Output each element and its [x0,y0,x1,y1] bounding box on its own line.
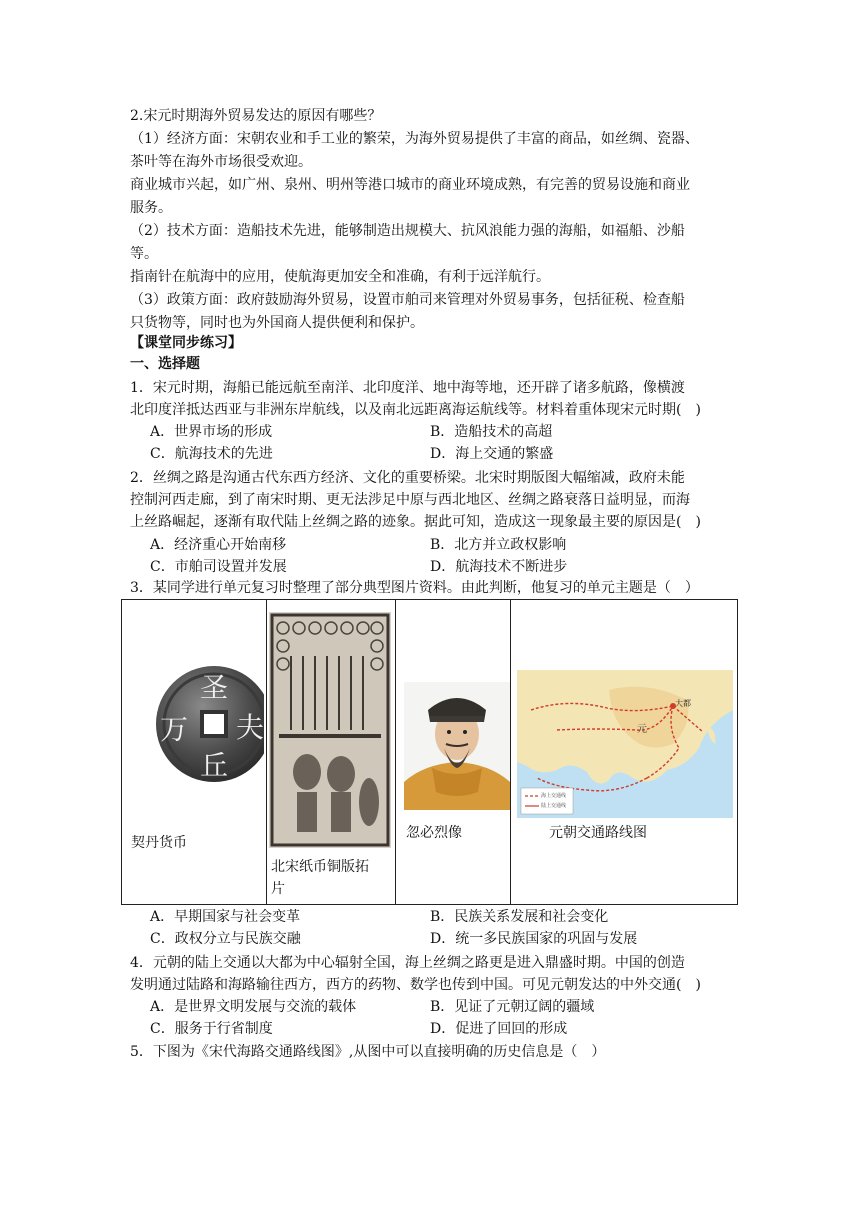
kublai-caption: 忽必烈像 [406,825,462,841]
section-title: 【课堂同步练习】 [130,335,242,351]
q1-option-b: B．造船技术的高超 [430,424,553,440]
coin-cell [122,600,267,905]
q3-option-d: D．统一多民族国家的巩固与发展 [430,931,638,947]
econ-line-4: 服务。 [130,200,172,216]
khitan-coin-image [146,662,264,782]
paper-note-cell [267,600,396,905]
q2-option-c: C．市舶司设置并发展 [150,559,287,575]
q1-line-2: 北印度洋抵达西亚与非洲东岸航线，以及南北远距离海运航线等。材料着重体现宋元时期( ) [130,402,701,418]
section-subtitle: 一、选择题 [130,356,200,372]
kublai-portrait-image [404,682,510,810]
paper-note-rubbing-image [269,612,391,848]
coin-caption: 契丹货币 [131,835,187,851]
econ-line-1: （1）经济方面：宋朝农业和手工业的繁荣，为海外贸易提供了丰富的商品，如丝绸、瓷器、 [130,131,699,147]
q2-line-2: 控制河西走廊，到了南宋时期、更无法涉足中原与西北地区、丝绸之路衰落日益明显，而海 [130,492,690,508]
q4-line-1: 4．元朝的陆上交通以大都为中心辐射全国，海上丝绸之路更是进入鼎盛时期。中国的创造 [130,955,685,971]
q4-option-a: A．是世界文明发展与交流的载体 [150,999,357,1015]
q4-line-2: 发明通过陆路和海路输往西方，西方的药物、数学也传到中国。可见元朝发达的中外交通( ) [130,977,701,993]
q3-option-a: A．早期国家与社会变革 [150,909,301,925]
q3-option-c: C．政权分立与民族交融 [150,931,301,947]
q4-option-d: D．促进了回回的形成 [430,1021,568,1037]
map-legend-land: 陆上交通线 [541,803,567,809]
tech-line-1: （2）技术方面：造船技术先进，能够制造出规模大、抗风浪能力强的海船，如福船、沙船 [130,223,685,239]
q4-option-b: B．见证了元朝辽阔的疆域 [430,999,595,1015]
q2-option-b: B．北方并立政权影响 [430,537,567,553]
review-question: 2.宋元时期海外贸易发达的原因有哪些？ [130,108,382,124]
image-table [121,599,738,905]
q3-option-b: B．民族关系发展和社会变化 [430,909,609,925]
q1-option-d: D．海上交通的繁盛 [430,446,554,462]
tech-line-3: 指南针在航海中的应用，使航海更加安全和准确，有利于远洋航行。 [130,269,550,285]
coin-char-left: 万 [160,713,189,746]
map-label-yuan: 元 [637,724,647,735]
map-legend-sea: 海上交通线 [541,793,567,799]
policy-line-1: （3）政策方面：政府鼓励海外贸易，设置市舶司来管理对外贸易事务，包括征税、检查船 [130,292,685,308]
q1-option-a: A．世界市场的形成 [150,424,273,440]
map-caption: 元朝交通路线图 [549,825,647,841]
econ-line-2: 茶叶等在海外市场很受欢迎。 [130,154,312,170]
q1-option-c: C．航海技术的先进 [150,446,273,462]
q3-line-1: 3．某同学进行单元复习时整理了部分典型图片资料。由此判断，他复习的单元主题是（ ） [130,580,699,596]
map-label-dadu: 大都 [675,699,691,708]
econ-line-3: 商业城市兴起，如广州、泉州、明州等港口城市的商业环境成熟，有完善的贸易设施和商业 [130,177,690,193]
q2-option-a: A．经济重心开始南移 [150,537,287,553]
q4-option-c: C．服务于行省制度 [150,1021,273,1037]
q5-line-1: 5．下图为《宋代海路交通路线图》,从图中可以直接明确的历史信息是（ ） [130,1044,606,1060]
yuan-routes-map-image [517,670,733,818]
q2-line-3: 上丝路崛起，逐渐有取代陆上丝绸之路的迹象。据此可知，造成这一现象最主要的原因是( ) [130,514,701,530]
coin-char-right: 夫 [236,711,264,744]
q2-option-d: D．航海技术不断进步 [430,559,568,575]
coin-char-top: 圣 [200,671,229,704]
coin-char-bottom: 丘 [200,749,229,782]
kublai-cell [396,600,511,905]
policy-line-2: 只货物等，同时也为外国商人提供便利和保护。 [130,315,424,331]
tech-line-2: 等。 [130,246,158,262]
q2-line-1: 2．丝绸之路是沟通古代东西方经济、文化的重要桥梁。北宋时期版图大幅缩减，政府未能 [130,470,685,486]
map-cell [511,600,738,905]
q1-line-1: 1．宋元时期，海船已能远航至南洋、北印度洋、地中海等地，还开辟了诸多航路，像横渡 [130,380,685,396]
paper-note-caption-line-2: 片 [271,881,285,897]
paper-note-caption-line-1: 北宋纸币铜版拓 [271,859,369,875]
